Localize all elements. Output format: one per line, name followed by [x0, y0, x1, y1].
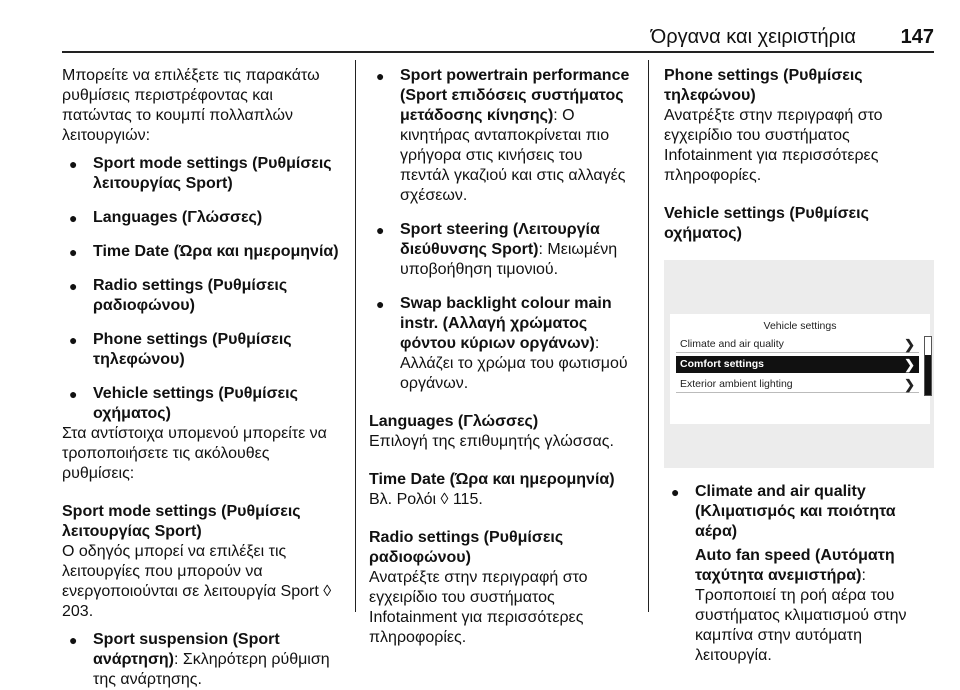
backlight-label: Swap backlight colour main instr. (Αλλαγή χρώματος φόντου κύριων οργάνων): [400, 295, 612, 352]
section-heading-time: Time Date (Ώρα και ημερομηνία): [369, 471, 615, 488]
menu-item-vehicle: ● Vehicle settings (Ρυθμίσεις οχήματος): [62, 384, 345, 424]
section-heading-radio: Radio settings (Ρυθμίσεις ραδιοφώνου): [369, 529, 564, 566]
autofan-label: Auto fan speed (Αυτόματη ταχύτητα ανεμιστήρα): [695, 547, 895, 584]
column-3: [664, 66, 934, 666]
autofan-text: : Τροποποιεί τη ροή αέρα του συστήματος κλιματισμού στην καμπίνα στην αυτόματη λειτουργία.: [695, 567, 907, 664]
suspension-text: : Σκληρότερη ρύθμιση της ανάρτησης.: [93, 651, 330, 688]
screen-item-label: Climate and air quality: [680, 337, 784, 350]
steering-label: Sport steering (Λειτουργία διεύθυνσης Sport): [400, 221, 600, 258]
screenshot-figure: [664, 260, 934, 468]
page-title: Όργανα και χειριστήρια: [650, 26, 856, 48]
column-1: [62, 66, 345, 690]
steering-text: : Μειωμένη υποβοήθηση τιμονιού.: [400, 241, 618, 278]
screen-item-exterior-lighting: [676, 376, 919, 393]
chevron-right-icon: ❯: [904, 376, 915, 392]
screen-title: Vehicle settings: [763, 320, 837, 332]
languages-text: Επιλογή της επιθυμητής γλώσσας.: [369, 433, 614, 450]
suspension-label: Sport suspension (Sport ανάρτηση): [93, 631, 280, 668]
chevron-right-icon: ❯: [904, 336, 915, 352]
column-2: [369, 66, 632, 648]
page-header: [62, 20, 934, 48]
section-heading-phone: Phone settings (Ρυθμίσεις τηλεφώνου): [664, 67, 863, 104]
page-number: 147: [900, 26, 934, 48]
backlight-text: : Αλλάζει το χρώμα του φωτισμού οργάνων.: [400, 335, 628, 392]
scrollbar-thumb: [925, 355, 931, 395]
screen-item-label: Comfort settings: [680, 358, 764, 370]
bullet-suspension: [62, 630, 345, 690]
section-heading-vehicle: Vehicle settings (Ρυθμίσεις οχήματος): [664, 205, 869, 242]
section-heading-languages: Languages (Γλώσσες): [369, 413, 539, 430]
menu-item-time-date: ● Time Date (Ώρα και ημερομηνία): [62, 242, 345, 262]
screen-item-climate: [676, 336, 919, 353]
screen-item-label: Exterior ambient lighting: [680, 377, 793, 390]
sport-text: Ο οδηγός μπορεί να επιλέξει τις λειτουργίες που μπορούν να ενεργοποιούνται σε λειτουργία Sport ◊ 203.: [62, 543, 332, 620]
bullet-powertrain: [369, 66, 632, 206]
header-divider: [62, 51, 934, 53]
column-divider: [355, 60, 356, 612]
bullet-climate: ● Climate and air quality (Κλιματισμός και ποιότητα αέρα): [664, 482, 934, 542]
submenu-intro: Στα αντίστοιχα υπομενού μπορείτε να τροποποιήσετε τις ακόλουθες ρυθμίσεις:: [62, 425, 327, 482]
menu-item-sport-mode: ● Sport mode settings (Ρυθμίσεις λειτουργίας Sport): [62, 154, 345, 194]
screen-item-comfort: [676, 356, 919, 373]
powertrain-text: : Ο κινητήρας ανταποκρίνεται πιο γρήγορα στις κινήσεις του πεντάλ γκαζιού και στις αλλαγές σχέσεων.: [400, 107, 626, 204]
section-heading-sport: Sport mode settings (Ρυθμίσεις λειτουργίας Sport): [62, 503, 301, 540]
menu-item-radio: ● Radio settings (Ρυθμίσεις ραδιοφώνου): [62, 276, 345, 316]
menu-item-languages: ● Languages (Γλώσσες): [62, 208, 345, 228]
chevron-right-icon: ❯: [904, 357, 915, 372]
powertrain-label: Sport powertrain performance (Sport επιδόσεις συστήματος μετάδοσης κίνησης): [400, 67, 630, 124]
display-screen: [670, 314, 930, 424]
autofan-block: [664, 546, 934, 666]
intro-text: Μπορείτε να επιλέξετε τις παρακάτω ρυθμίσεις περιστρέφοντας και πατώντας το κουμπί πολλαπλών λειτουργιών:: [62, 67, 320, 144]
bullet-steering: [369, 220, 632, 280]
radio-text: Ανατρέξτε στην περιγραφή στο εγχειρίδιο του συστήματος Infotainment για περισσότερες πληροφορίες.: [369, 569, 588, 646]
time-text: Βλ. Ρολόι ◊ 115.: [369, 491, 483, 508]
screen-scrollbar: [924, 336, 932, 396]
menu-item-phone: ● Phone settings (Ρυθμίσεις τηλεφώνου): [62, 330, 345, 370]
column-divider: [648, 60, 649, 612]
bullet-backlight: [369, 294, 632, 394]
phone-text: Ανατρέξτε στην περιγραφή στο εγχειρίδιο του συστήματος Infotainment για περισσότερες πληροφορίες.: [664, 107, 883, 184]
